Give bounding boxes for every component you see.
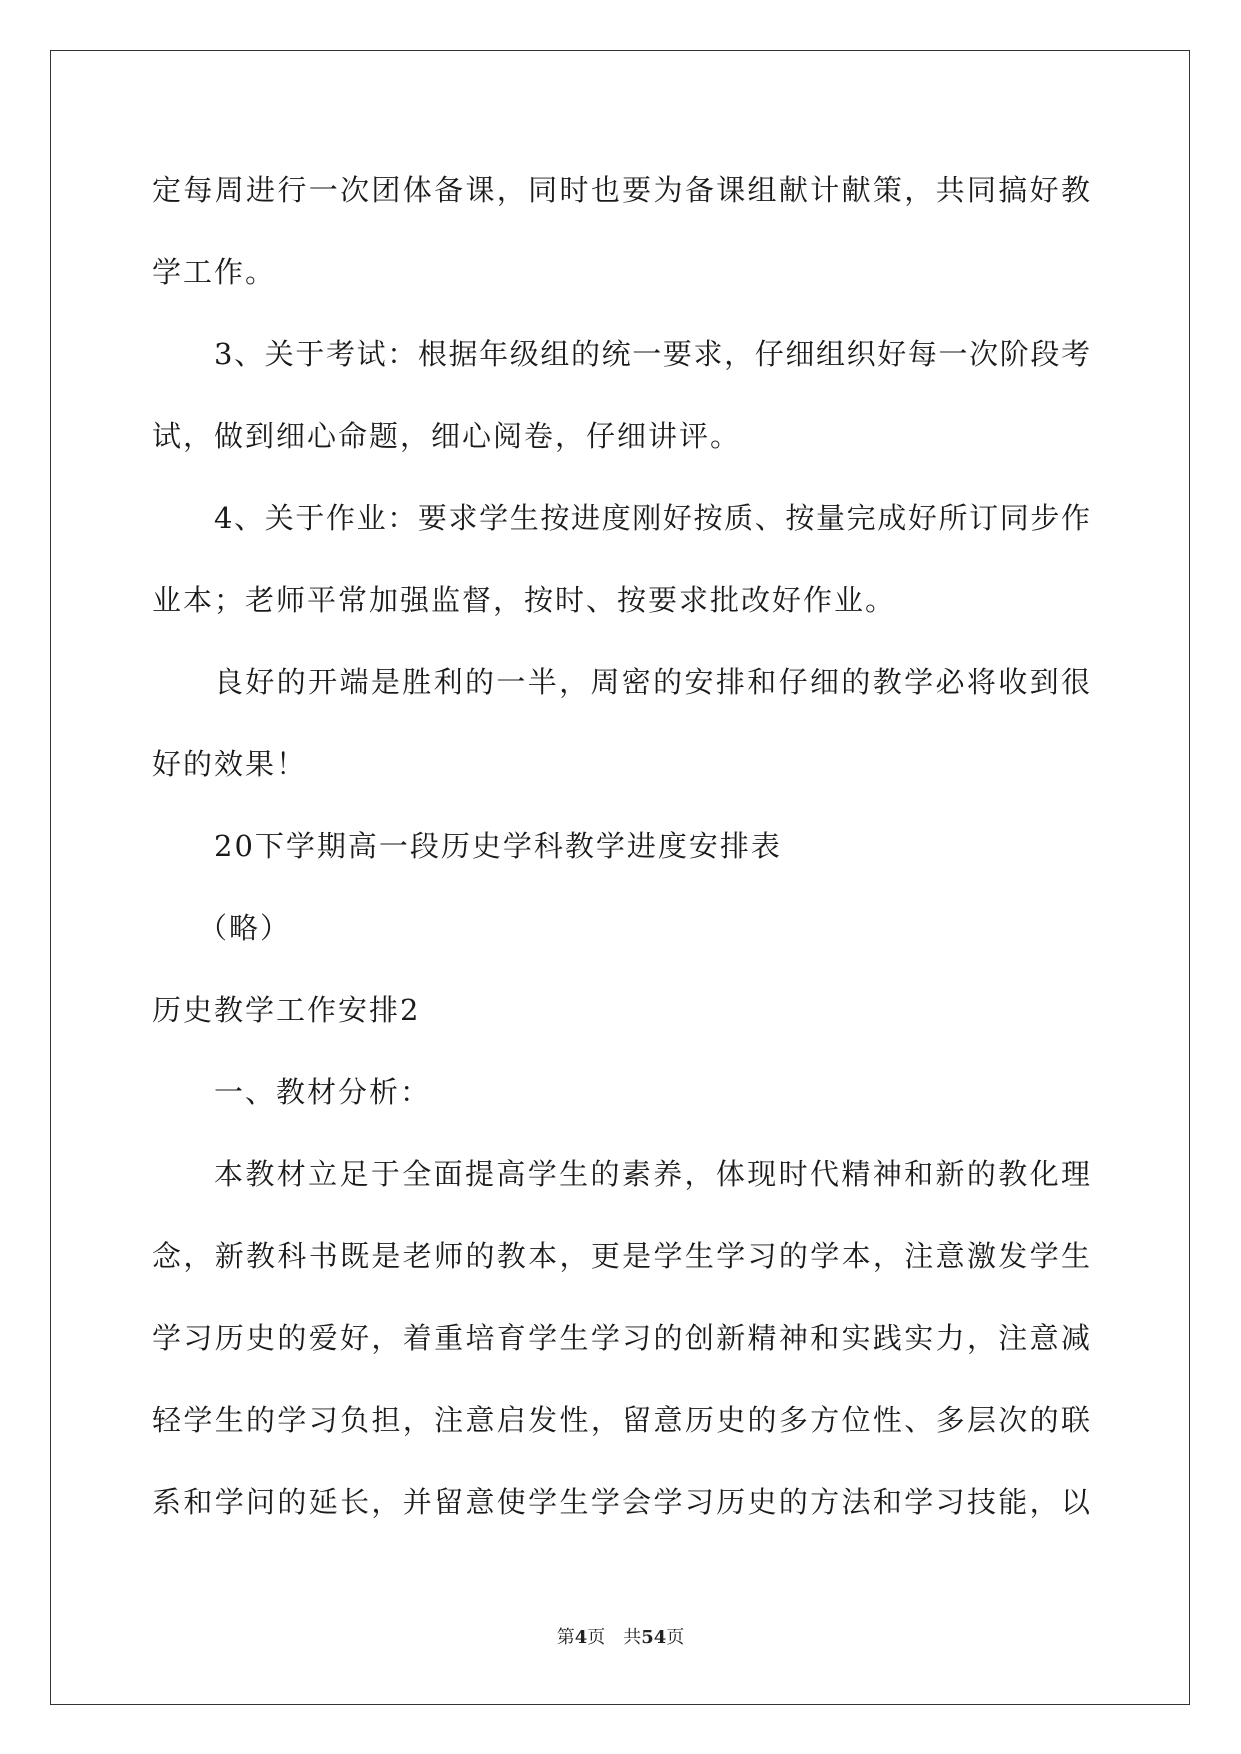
body-line: 念，新教科书既是老师的教本，更是学生学习的学本，注意激发学生 [152, 1239, 1090, 1273]
body-line: 定每周进行一次团体备课，同时也要为备课组献计献策，共同搞好教 [152, 173, 1090, 207]
table-title: 20下学期高一段历史学科教学进度安排表 [214, 829, 782, 863]
page-footer [0, 1626, 1241, 1650]
body-line: 系和学问的延长，并留意使学生学会学习历史的方法和学习技能，以 [152, 1485, 1090, 1519]
omitted-note: （略） [198, 911, 292, 945]
page-border [50, 50, 1190, 1705]
body-line: 学工作。 [152, 255, 277, 289]
body-line: 4、关于作业：要求学生按进度刚好按质、按量完成好所订同步作 [214, 501, 1090, 535]
body-line: 好的效果！ [152, 747, 308, 781]
footer-prefix: 第 [556, 1627, 575, 1648]
total-page-count: 54 [641, 1627, 667, 1648]
body-line: 轻学生的学习负担，注意启发性，留意历史的多方位性、多层次的联 [152, 1403, 1090, 1437]
subsection-heading: 一、教材分析： [214, 1075, 432, 1109]
section-heading: 历史教学工作安排2 [152, 993, 421, 1027]
body-line: 学习历史的爱好，着重培育学生学习的创新精神和实践实力，注意减 [152, 1321, 1090, 1355]
body-line: 3、关于考试：根据年级组的统一要求，仔细组织好每一次阶段考 [214, 337, 1090, 371]
body-line: 本教材立足于全面提高学生的素养，体现时代精神和新的教化理 [214, 1157, 1090, 1191]
body-line: 业本；老师平常加强监督，按时、按要求批改好作业。 [152, 583, 897, 617]
current-page-number: 4 [574, 1627, 588, 1648]
footer-suffix: 页 [666, 1627, 685, 1648]
body-line: 试，做到细心命题，细心阅卷，仔细讲评。 [152, 419, 742, 453]
footer-mid: 页 共 [587, 1627, 642, 1648]
body-line: 良好的开端是胜利的一半，周密的安排和仔细的教学必将收到很 [214, 665, 1090, 699]
